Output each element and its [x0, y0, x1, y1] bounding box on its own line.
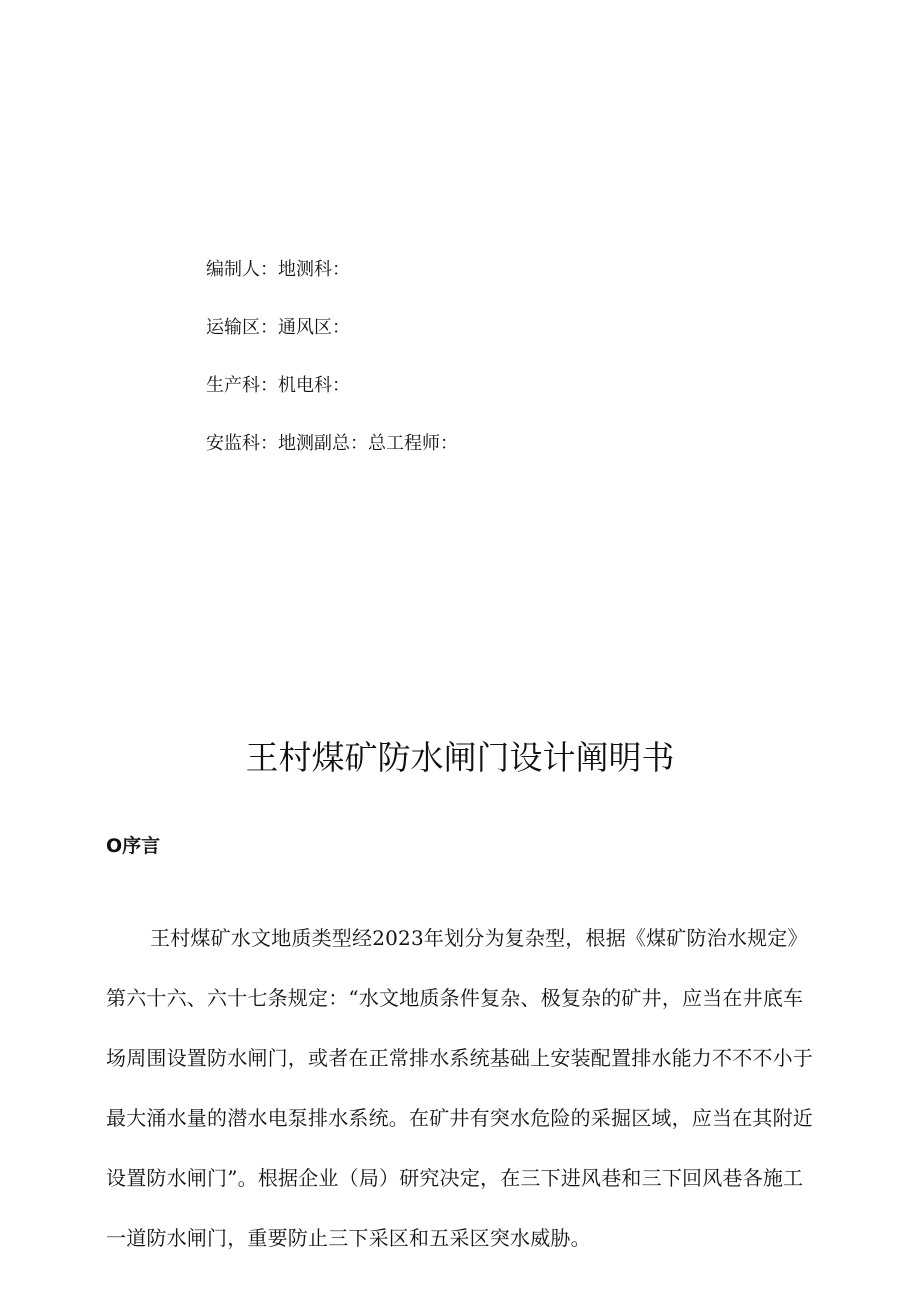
signoff-line-compiler: 编制人：地测科： [206, 259, 350, 280]
section-body [106, 908, 818, 1268]
signoff-line-transport: 运输区：通风区： [206, 317, 350, 338]
body-line: 王村煤矿水文地质类型经2023年划分为复杂型，根据《煤矿防治水规定》 [150, 926, 808, 950]
body-line: 场周围设置防水闸门，或者在正常排水系统基础上安装配置排水能力不不不小于 [106, 1046, 813, 1070]
document-title: 王村煤矿防水闸门设计阐明书 [245, 738, 675, 777]
signoff-line-safety: 安监科：地测副总：总工程师： [206, 433, 458, 454]
body-line: 一道防水闸门，重要防止三下采区和五采区突水威胁。 [106, 1226, 591, 1250]
body-line: 最大涌水量的潜水电泵排水系统。在矿井有突水危险的采掘区域，应当在其附近 [106, 1106, 813, 1130]
section-heading: O序言 [106, 835, 161, 857]
body-line: 设置防水闸门”。根据企业（局）研究决定，在三下进风巷和三下回风巷各施工 [106, 1166, 804, 1190]
signoff-block [206, 260, 458, 492]
body-line: 第六十六、六十七条规定：“水文地质条件复杂、极复杂的矿井，应当在井底车 [106, 986, 804, 1010]
signoff-line-production: 生产科：机电科： [206, 375, 350, 396]
